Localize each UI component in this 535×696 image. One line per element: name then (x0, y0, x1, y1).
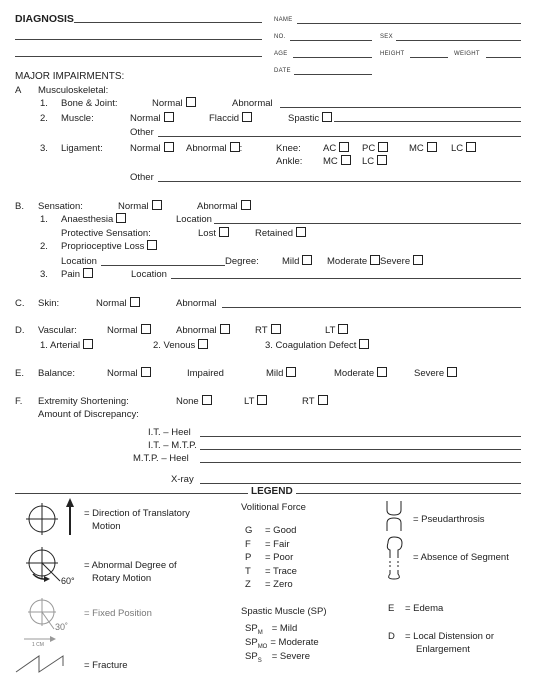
checkbox[interactable] (377, 155, 387, 165)
degree-moderate-option[interactable] (327, 255, 380, 267)
pseudarthrosis-icon (383, 500, 405, 532)
sensation-abnormal-option[interactable] (197, 200, 251, 212)
moderate-label: Moderate (327, 256, 368, 267)
legend-divider-right (296, 493, 521, 494)
fracture-icon (15, 652, 77, 674)
mc-label: MC (409, 143, 424, 154)
distension-text: = Local Distension or (405, 631, 494, 642)
abnormal-label: Abnormal (176, 325, 217, 336)
mtp-heel-label: M.T.P. – Heel (133, 453, 189, 464)
moderate-label: Moderate (334, 368, 375, 379)
protective-sensation-label: Protective Sensation: (61, 228, 151, 239)
vascular-rt-option[interactable] (255, 324, 281, 336)
ligament-other-line[interactable] (158, 181, 521, 182)
date-field[interactable] (294, 74, 372, 75)
checkbox[interactable] (413, 255, 423, 265)
normal-label: Normal (130, 113, 161, 124)
checkbox[interactable] (147, 240, 157, 250)
proprioceptive-location-line[interactable] (101, 265, 225, 266)
section-a-letter: A (15, 85, 22, 96)
weight-label: WEIGHT (454, 51, 480, 57)
height-field[interactable] (410, 57, 448, 58)
age-field[interactable] (293, 57, 372, 58)
bone-segment-icon (380, 536, 410, 580)
volitional-force-title: Volitional Force (241, 502, 306, 513)
bone-joint-abnormal-label: Abnormal (232, 98, 273, 109)
sp-value: = Mild (271, 623, 298, 634)
abnormal-label: Abnormal (186, 143, 227, 154)
knee-label: Knee: (276, 143, 301, 154)
muscle-other-label: Other (130, 127, 154, 138)
checkbox[interactable] (141, 367, 151, 377)
ligament-label: Ligament: (61, 143, 103, 154)
anaesthesia-label: Anaesthesia (61, 214, 114, 225)
mild-label: Mild (282, 256, 300, 267)
xray-line[interactable] (200, 483, 521, 484)
force-row (245, 524, 297, 538)
ankle-lc-option[interactable] (362, 155, 387, 167)
checkbox[interactable] (186, 97, 196, 107)
section-f-letter: F. (15, 396, 23, 407)
none-label: None (176, 396, 199, 407)
weight-field[interactable] (486, 57, 521, 58)
checkbox[interactable] (242, 112, 252, 122)
spastic-muscle-title: Spastic Muscle (SP) (241, 606, 327, 617)
translatory-text-2: Motion (92, 521, 121, 532)
discrepancy-label: Amount of Discrepancy: (38, 409, 139, 420)
protective-retained-option[interactable] (255, 227, 306, 239)
balance-label: Balance: (38, 368, 75, 379)
pain-location-label: Location (131, 269, 167, 280)
item-number: 3. (40, 269, 48, 280)
knee-mc-option[interactable] (409, 142, 437, 154)
edema-key: E (388, 603, 395, 614)
force-value: = Zero (265, 579, 293, 590)
knee-ac-option[interactable] (323, 142, 349, 154)
item-number: 1. (40, 98, 48, 109)
shortening-none-option[interactable] (176, 395, 212, 407)
arterial-option[interactable] (40, 339, 93, 351)
force-key: G (245, 525, 253, 536)
distension-text-2: Enlargement (416, 644, 470, 655)
age-label: AGE (274, 51, 288, 57)
translatory-text: = Direction of Translatory (84, 508, 190, 519)
spastic-label: Spastic (288, 113, 320, 124)
pain-option[interactable] (61, 268, 93, 280)
vascular-label: Vascular: (38, 325, 77, 336)
knee-lc-option[interactable] (451, 142, 476, 154)
edema-text: = Edema (405, 603, 444, 614)
item-number: 3. (40, 143, 48, 154)
force-value: = Poor (265, 552, 294, 563)
sp-mild-row (245, 623, 297, 636)
no-field[interactable] (290, 40, 372, 41)
musculoskeletal-label: Musculoskeletal: (38, 85, 109, 96)
checkbox[interactable] (141, 324, 151, 334)
muscle-label: Muscle: (61, 113, 94, 124)
sp-subscript: M (257, 629, 263, 636)
checkbox[interactable] (339, 142, 349, 152)
bone-joint-normal-option[interactable] (152, 97, 196, 109)
diagnosis-line-2[interactable] (15, 39, 262, 40)
normal-label: Normal (107, 368, 138, 379)
venous-option[interactable] (153, 339, 208, 351)
shortening-lt-option[interactable] (244, 395, 267, 407)
ligament-normal-option[interactable] (130, 142, 174, 154)
checkbox[interactable] (338, 324, 348, 334)
lt-label: LT (244, 396, 255, 407)
balance-moderate-option[interactable] (334, 367, 387, 379)
rt-label: RT (255, 325, 268, 336)
normal-label: Normal (96, 298, 127, 309)
pc-label: PC (362, 143, 376, 154)
bone-joint-label: Bone & Joint: (61, 98, 118, 109)
muscle-spastic-option[interactable] (288, 112, 332, 124)
force-row (245, 578, 297, 592)
checkbox[interactable] (257, 395, 267, 405)
it-heel-label: I.T. – Heel (148, 427, 191, 438)
vascular-normal-option[interactable] (107, 324, 151, 336)
force-value: = Fair (265, 538, 290, 550)
pseudarthrosis-text: = Pseudarthrosis (413, 514, 485, 525)
skin-normal-option[interactable] (96, 297, 140, 309)
coagulation-label: 3. Coagulation Defect (265, 340, 357, 351)
severe-label: Severe (414, 368, 445, 379)
sex-field[interactable] (396, 40, 521, 41)
checkbox[interactable] (220, 324, 230, 334)
deg60-label: 60° (61, 576, 75, 586)
lt-label: LT (325, 325, 336, 336)
balance-normal-option[interactable] (107, 367, 151, 379)
name-field[interactable] (297, 23, 521, 24)
extremity-shortening-label: Extremity Shortening: (38, 396, 129, 407)
normal-label: Normal (107, 325, 138, 336)
pain-location-line[interactable] (171, 278, 521, 279)
knee-pc-option[interactable] (362, 142, 388, 154)
ligament-abnormal-option[interactable] (186, 142, 242, 154)
ankle-label: Ankle: (276, 156, 303, 167)
sp-subscript: S (257, 657, 262, 664)
anaesthesia-location-line[interactable] (214, 223, 521, 224)
section-b-letter: B. (15, 201, 24, 212)
ligament-other-label: Other (130, 172, 154, 183)
venous-label: 2. Venous (153, 340, 196, 351)
distension-key: D (388, 631, 395, 642)
checkbox[interactable] (447, 367, 457, 377)
volitional-force-list (245, 524, 297, 592)
fixed-position-text: = Fixed Position (84, 608, 152, 619)
diagnosis-label: DIAGNOSIS (15, 13, 74, 25)
diagnosis-line[interactable] (74, 22, 262, 23)
proprioceptive-label: Proprioceptive Loss (61, 241, 145, 252)
retained-label: Retained (255, 228, 294, 239)
force-key: F (245, 538, 251, 550)
checkbox[interactable] (202, 395, 212, 405)
checkbox[interactable] (164, 112, 174, 122)
rotary-text-2: Rotary Motion (92, 573, 152, 584)
checkbox[interactable] (271, 324, 281, 334)
checkbox[interactable] (359, 339, 369, 349)
sp-subscript: MO (257, 643, 268, 650)
force-value: = Trace (265, 565, 297, 577)
sp-moderate-row (245, 637, 319, 650)
checkbox[interactable] (378, 142, 388, 152)
shortening-rt-option[interactable] (302, 395, 328, 407)
checkbox[interactable] (241, 200, 251, 210)
sp-severe-row (245, 651, 310, 664)
checkbox[interactable] (164, 142, 174, 152)
mtp-heel-line[interactable] (200, 462, 521, 463)
force-key: Z (245, 579, 251, 590)
rotary-text: = Abnormal Degree of (84, 560, 177, 571)
flaccid-label: Flaccid (209, 113, 240, 124)
pain-label: Pain (61, 269, 81, 280)
sex-label: SEX (380, 34, 393, 40)
degree-label: Degree: (225, 256, 259, 267)
arterial-label: 1. Arterial (40, 340, 81, 351)
muscle-other-line[interactable] (158, 136, 521, 137)
colon: : (239, 143, 243, 154)
normal-label: Normal (118, 201, 149, 212)
cm-label: 1 CM (32, 642, 44, 648)
protective-lost-option[interactable] (198, 227, 229, 239)
normal-label: Normal (130, 143, 161, 154)
legend-title: LEGEND (251, 486, 293, 497)
balance-severe-option[interactable] (414, 367, 457, 379)
no-label: NO. (274, 34, 286, 40)
checkbox[interactable] (116, 213, 126, 223)
sp-key: SP (245, 651, 258, 662)
checkbox[interactable] (219, 227, 229, 237)
checkbox[interactable] (377, 367, 387, 377)
vascular-lt-option[interactable] (325, 324, 348, 336)
proprioceptive-loss-option[interactable] (61, 240, 157, 252)
force-key: P (245, 552, 252, 563)
xray-label: X-ray (171, 474, 194, 485)
ankle-mc-option[interactable] (323, 155, 351, 167)
sp-value: = Moderate (270, 637, 319, 648)
force-row (245, 565, 297, 579)
proprioceptive-location-label: Location (61, 256, 97, 267)
section-c-letter: C. (15, 298, 25, 309)
mc-label: MC (323, 156, 338, 167)
item-number: 1. (40, 214, 48, 225)
force-row (245, 551, 297, 565)
balance-impaired-label: Impaired (187, 368, 224, 379)
translatory-motion-icon (22, 497, 82, 537)
lc-label: LC (362, 156, 375, 167)
force-row (245, 538, 297, 552)
checkbox[interactable] (230, 142, 240, 152)
checkbox[interactable] (152, 200, 162, 210)
checkbox[interactable] (322, 112, 332, 122)
date-label: DATE (274, 68, 291, 74)
checkbox[interactable] (318, 395, 328, 405)
checkbox[interactable] (130, 297, 140, 307)
absence-segment-text: = Absence of Segment (413, 552, 509, 563)
checkbox[interactable] (286, 367, 296, 377)
height-label: HEIGHT (380, 51, 405, 57)
sp-key: SP (245, 637, 258, 648)
skin-abnormal-label: Abnormal (176, 298, 217, 309)
force-value: = Good (265, 525, 297, 536)
mild-label: Mild (266, 368, 284, 379)
checkbox[interactable] (341, 155, 351, 165)
lost-label: Lost (198, 228, 216, 239)
skin-abnormal-line[interactable] (222, 307, 521, 308)
lc-label: LC (451, 143, 464, 154)
spastic-line[interactable] (334, 121, 521, 122)
section-d-letter: D. (15, 325, 25, 336)
anaesthesia-option[interactable] (61, 213, 126, 225)
it-mtp-label: I.T. – M.T.P. (148, 440, 197, 451)
section-e-letter: E. (15, 368, 24, 379)
anaesthesia-location-label: Location (176, 214, 212, 225)
severe-label: Severe (380, 256, 411, 267)
bone-joint-abnormal-line[interactable] (280, 107, 521, 108)
sensation-normal-option[interactable] (118, 200, 162, 212)
fracture-text: = Fracture (84, 660, 128, 671)
fixed-position-icon (22, 595, 82, 650)
sp-value: = Severe (271, 651, 310, 662)
muscle-flaccid-option[interactable] (209, 112, 252, 124)
degree-severe-option[interactable] (380, 255, 423, 267)
force-key: T (245, 565, 251, 577)
abnormal-label: Abnormal (197, 201, 238, 212)
vascular-abnormal-option[interactable] (176, 324, 230, 336)
checkbox[interactable] (370, 255, 380, 265)
rt-label: RT (302, 396, 315, 407)
checkbox[interactable] (83, 339, 93, 349)
checkbox[interactable] (83, 268, 93, 278)
item-number: 2. (40, 241, 48, 252)
coagulation-defect-option[interactable] (265, 339, 369, 351)
degree-mild-option[interactable] (282, 255, 312, 267)
sensation-label: Sensation: (38, 201, 83, 212)
deg30-label: 30˚ (55, 622, 69, 632)
balance-mild-option[interactable] (266, 367, 296, 379)
ac-label: AC (323, 143, 337, 154)
skin-label: Skin: (38, 298, 60, 309)
checkbox[interactable] (198, 339, 208, 349)
it-heel-line[interactable] (200, 436, 521, 437)
major-impairments-title: MAJOR IMPAIRMENTS: (15, 71, 125, 82)
diagnosis-line-3[interactable] (15, 56, 262, 57)
checkbox[interactable] (427, 142, 437, 152)
muscle-normal-option[interactable] (130, 112, 174, 124)
sp-key: SP (245, 623, 258, 634)
legend-divider-left (15, 493, 248, 494)
normal-label: Normal (152, 98, 183, 109)
checkbox[interactable] (302, 255, 312, 265)
checkbox[interactable] (296, 227, 306, 237)
it-mtp-line[interactable] (200, 449, 521, 450)
checkbox[interactable] (466, 142, 476, 152)
item-number: 2. (40, 113, 48, 124)
name-label: NAME (274, 17, 293, 23)
